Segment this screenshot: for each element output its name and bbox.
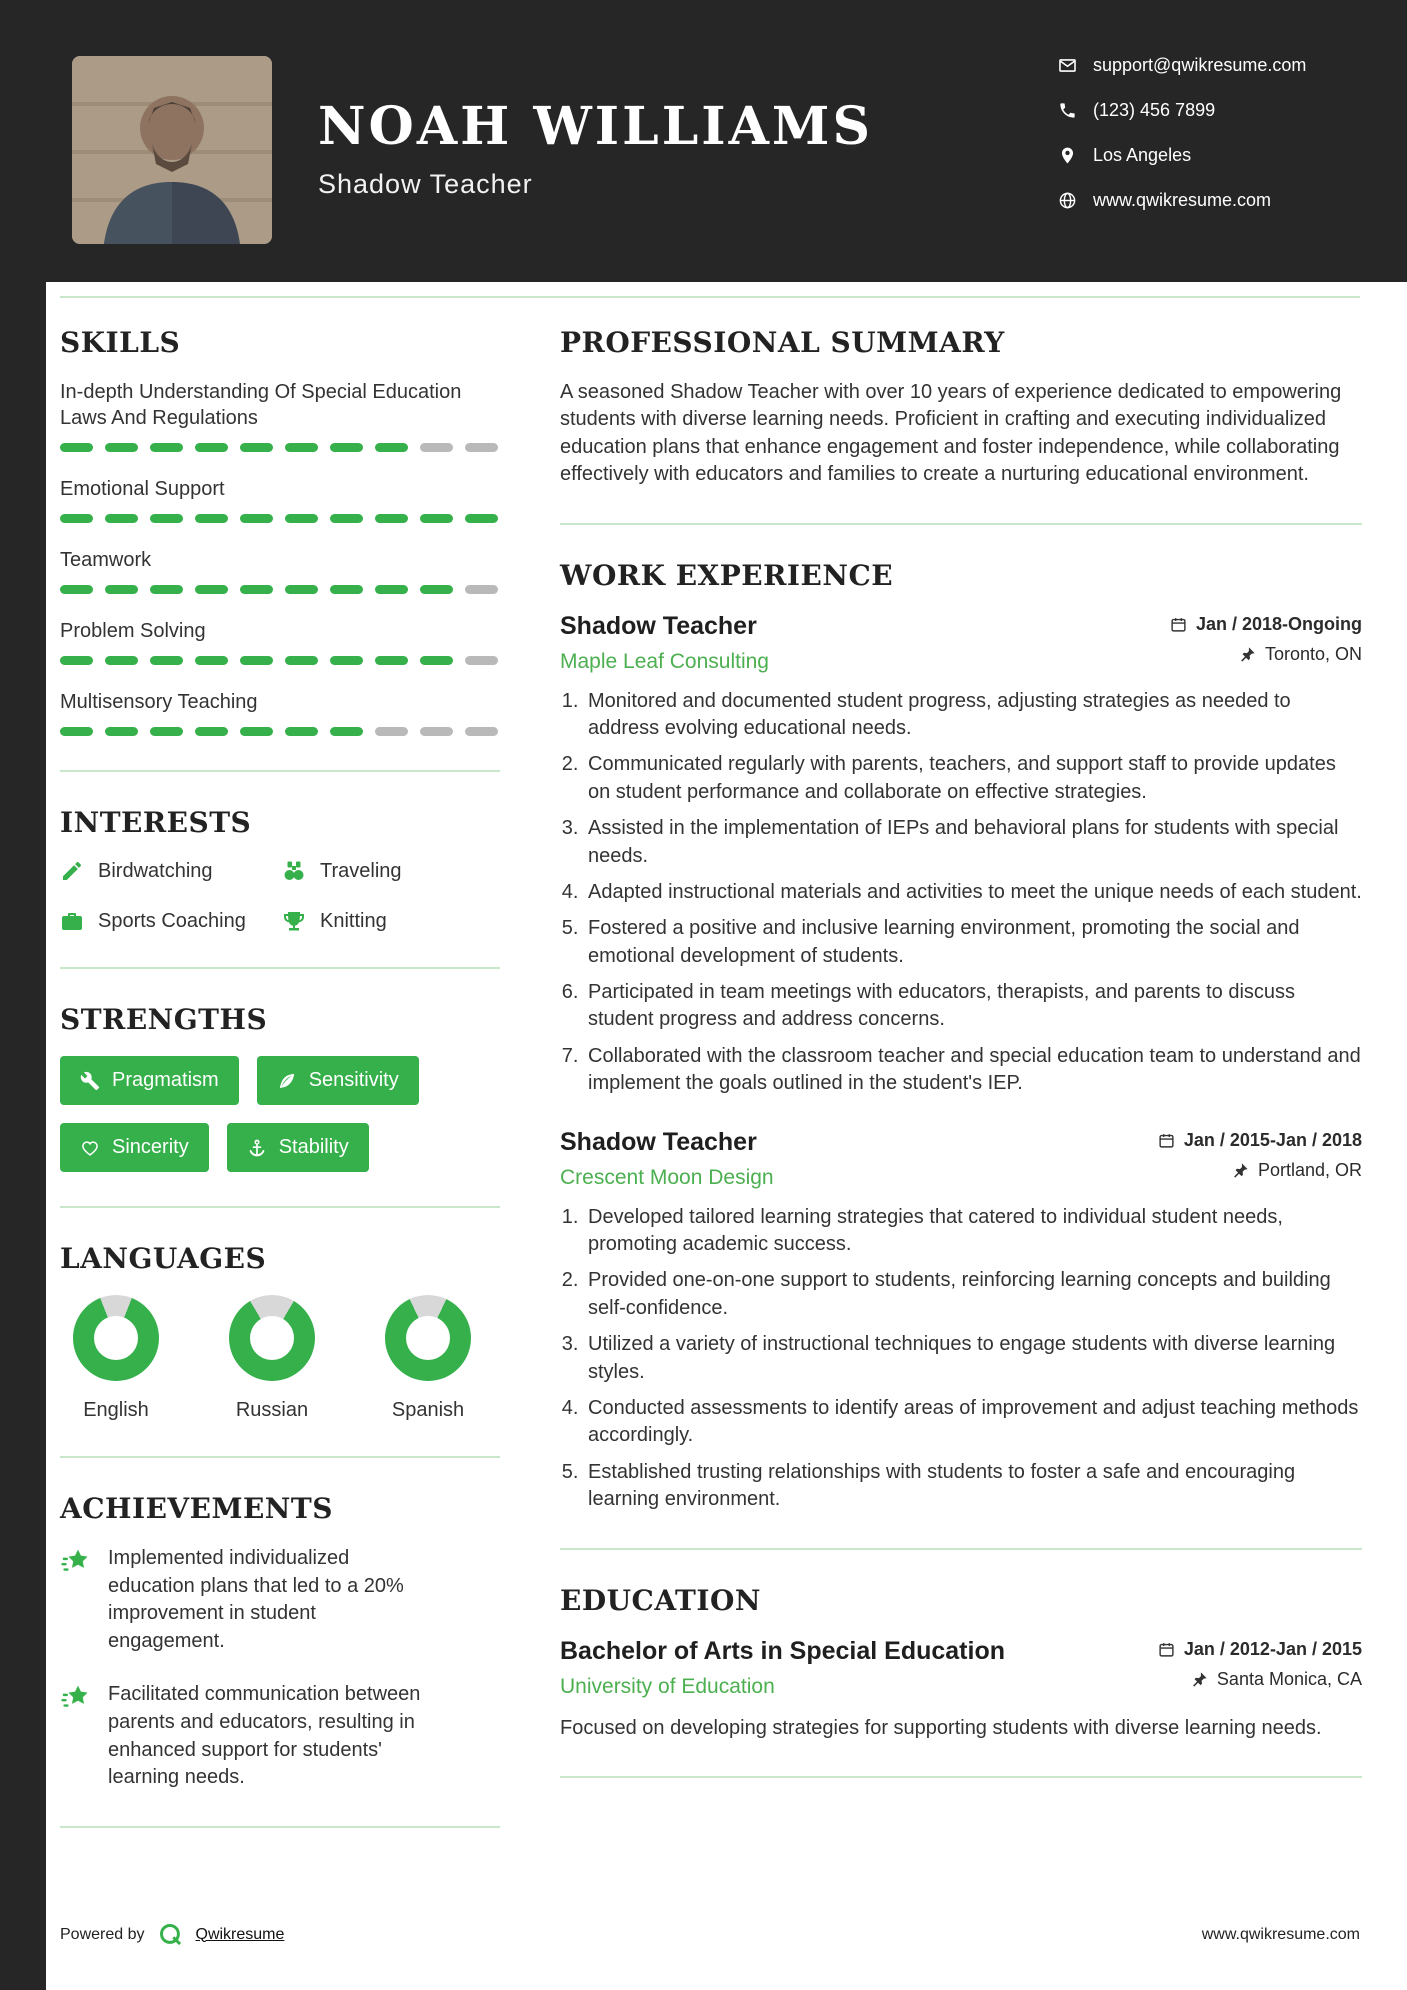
skill-label: Multisensory Teaching [60, 691, 258, 713]
job-location: Portland, OR [1257, 1159, 1362, 1180]
skill-dash [420, 514, 453, 523]
skill-dash [150, 727, 183, 736]
skill-dash [285, 585, 318, 594]
skill-dash [465, 585, 498, 594]
left-edge-band [0, 0, 46, 1990]
skill-dash [285, 727, 318, 736]
summary-section [560, 326, 1362, 489]
interest-label: Sports Coaching [98, 909, 246, 932]
job-bullet: 7. Collaborated with the classroom teacher and special education team to understand and implement the goals outlined in the student's IEP. [584, 1043, 1362, 1098]
strength-badge [257, 1056, 419, 1105]
education-meta [1158, 1637, 1362, 1699]
donut-hole [406, 1316, 450, 1360]
job-bullet: 5. Established trusting relationships with students to foster a safe and encouraging learning environment. [584, 1459, 1362, 1514]
job-header [560, 1128, 1362, 1190]
strengths-list [60, 1056, 500, 1172]
anchor-icon [247, 1138, 267, 1158]
experience-heading: WORK EXPERIENCE [560, 558, 894, 592]
skill-dash [330, 443, 363, 452]
contact-text: support@qwikresume.com [1093, 55, 1307, 75]
contact-website [1058, 190, 1306, 211]
donut-hole [250, 1316, 294, 1360]
interest-item [60, 859, 282, 883]
footer-website: www.qwikresume.com [1201, 1925, 1360, 1943]
skill-dash [240, 514, 273, 523]
skill-dash [60, 727, 93, 736]
skills-heading: SKILLS [60, 326, 181, 359]
award-star-icon [60, 1547, 92, 1579]
skill-dash [330, 514, 363, 523]
donut-hole [94, 1316, 138, 1360]
job-location-row [1170, 644, 1362, 665]
job-location: Toronto, ON [1264, 643, 1362, 664]
language-donut-chart [229, 1295, 315, 1381]
achievement-item [60, 1545, 500, 1655]
job-bullets [560, 688, 1362, 1098]
binoculars-icon [282, 859, 306, 883]
job-bullet: 6. Participated in team meetings with educators, therapists, and parents to discuss student progress and address concerns. [584, 979, 1362, 1034]
degree-title: Bachelor of Arts in Special Education [560, 1636, 1005, 1665]
skills-section [60, 326, 500, 736]
achievement-text: Implemented individualized education plans that led to a 20% improvement in student engagement. [108, 1547, 404, 1652]
skill-dash [420, 727, 453, 736]
skill-level-bar [60, 443, 500, 452]
strength-badge [60, 1123, 209, 1172]
skill-dash [195, 656, 228, 665]
education-section [560, 1584, 1362, 1742]
education-location-row [1158, 1669, 1362, 1690]
skill-label: Emotional Support [60, 478, 225, 500]
skill-dash [150, 656, 183, 665]
language-item [376, 1295, 480, 1422]
section-divider [60, 1456, 500, 1458]
language-label: Russian [235, 1399, 309, 1421]
job-title-block [560, 1128, 774, 1190]
header [0, 0, 1407, 282]
strength-label: Sincerity [112, 1136, 189, 1158]
skill-dash [375, 443, 408, 452]
job-header [560, 612, 1362, 674]
contact-text: Los Angeles [1093, 145, 1192, 165]
skill-label: Teamwork [60, 549, 152, 571]
skill-dash [465, 727, 498, 736]
job-title-block [560, 612, 769, 674]
section-divider [560, 1776, 1362, 1778]
job-dates-row [1158, 1130, 1362, 1151]
section-divider [60, 1206, 500, 1208]
skill-dash [285, 656, 318, 665]
skill-dash [420, 443, 453, 452]
languages-list [60, 1295, 500, 1422]
calendar-icon [1170, 616, 1187, 633]
strength-label: Sensitivity [308, 1069, 399, 1091]
skill-dash [285, 514, 318, 523]
skill-dash [105, 514, 138, 523]
skill-dash [330, 727, 363, 736]
skill-dash [465, 514, 498, 523]
skill-dash [195, 443, 228, 452]
calendar-icon [1158, 1641, 1175, 1658]
job-entry [560, 1128, 1362, 1514]
skill-level-bar [60, 727, 500, 736]
achievement-item [60, 1681, 500, 1791]
skill-dash [195, 727, 228, 736]
left-column [60, 326, 500, 1862]
section-divider [60, 770, 500, 772]
interest-item [282, 859, 500, 883]
education-location: Santa Monica, CA [1216, 1668, 1362, 1689]
trophy-icon [282, 909, 306, 933]
interest-label: Birdwatching [98, 859, 213, 882]
strength-badge [227, 1123, 369, 1172]
section-divider [560, 523, 1362, 525]
skill-dash [195, 514, 228, 523]
heart-icon [80, 1138, 100, 1158]
job-title: Shadow Teacher [560, 611, 757, 640]
job-bullet: 1. Monitored and documented student progress, adjusting strategies as needed to address evolving educational needs. [584, 688, 1362, 743]
skill-item [60, 379, 500, 452]
wrench-icon [80, 1071, 100, 1091]
strengths-heading: STRENGTHS [60, 1003, 268, 1036]
globe-icon [1058, 191, 1077, 210]
job-dates-row [1170, 614, 1362, 635]
experience-section [560, 559, 1362, 1514]
interest-item [282, 909, 500, 933]
job-bullets [560, 1204, 1362, 1514]
job-meta [1170, 612, 1362, 674]
strengths-section [60, 1003, 500, 1172]
skill-dash [60, 443, 93, 452]
strength-label: Stability [278, 1136, 349, 1158]
interests-heading: INTERESTS [60, 806, 252, 839]
interest-label: Traveling [320, 859, 402, 882]
location-pin-icon [1232, 1162, 1249, 1179]
education-heading: EDUCATION [560, 1583, 761, 1617]
skill-dash [240, 585, 273, 594]
contact-email [1058, 55, 1306, 76]
skill-dash [420, 656, 453, 665]
contact-list [1058, 55, 1306, 235]
skill-level-bar [60, 514, 500, 523]
profile-photo [72, 56, 272, 244]
skill-dash [330, 656, 363, 665]
pencil-icon [60, 859, 84, 883]
skill-label: In-depth Understanding Of Special Education Laws And Regulations [60, 381, 462, 429]
name: NOAH WILLIAMS [318, 96, 874, 157]
skill-dash [105, 443, 138, 452]
section-divider [560, 1548, 1362, 1550]
language-donut-chart [73, 1295, 159, 1381]
qwikresume-logo-icon [157, 1921, 184, 1948]
qwikresume-link[interactable]: Qwikresume [195, 1925, 285, 1943]
header-divider [60, 296, 1360, 298]
strength-badge [60, 1056, 239, 1105]
skill-dash [420, 585, 453, 594]
language-item [64, 1295, 168, 1422]
school-name: University of Education [560, 1674, 775, 1698]
footer-branding [60, 1921, 284, 1948]
calendar-icon [1158, 1132, 1175, 1149]
skill-dash [240, 727, 273, 736]
email-icon [1058, 56, 1077, 75]
skill-dash [150, 443, 183, 452]
strength-label: Pragmatism [112, 1069, 219, 1091]
skill-item [60, 618, 500, 665]
skill-dash [105, 585, 138, 594]
languages-heading: LANGUAGES [60, 1242, 267, 1275]
interest-item [60, 909, 282, 933]
skill-dash [285, 443, 318, 452]
right-column [560, 326, 1362, 1812]
skill-dash [375, 585, 408, 594]
skill-label: Problem Solving [60, 620, 206, 642]
job-meta [1158, 1128, 1362, 1190]
section-divider [60, 967, 500, 969]
location-pin-icon [1239, 646, 1256, 663]
skill-dash [60, 656, 93, 665]
identity-block [318, 96, 873, 200]
job-bullet: 3. Assisted in the implementation of IEPs and behavioral plans for students with special needs. [584, 815, 1362, 870]
location-icon [1058, 146, 1077, 165]
skill-item [60, 689, 500, 736]
skill-dash [465, 656, 498, 665]
education-description: Focused on developing strategies for supporting students with diverse learning needs. [560, 1716, 1322, 1739]
job-dates: Jan / 2015-Jan / 2018 [1183, 1129, 1362, 1150]
education-header [560, 1637, 1362, 1699]
job-title: Shadow Teacher [318, 169, 533, 199]
skill-dash [150, 514, 183, 523]
award-star-icon [60, 1683, 92, 1715]
skill-dash [105, 727, 138, 736]
company-name: Maple Leaf Consulting [560, 649, 769, 673]
job-bullet: 3. Utilized a variety of instructional techniques to engage students with diverse learning styles. [584, 1331, 1362, 1386]
job-bullet: 2. Provided one-on-one support to students, reinforcing learning concepts and building self-confidence. [584, 1267, 1362, 1322]
summary-text: A seasoned Shadow Teacher with over 10 years of experience dedicated to empowering students with diverse learning needs. Proficient in crafting and executing individualized education plans that enhance engagement and foster independence, while collaborating effectively with educators and families to create a nurturing educational environment. [560, 381, 1342, 486]
powered-by-label: Powered by [60, 1925, 145, 1943]
skill-dash [240, 656, 273, 665]
contact-text: (123) 456 7899 [1093, 100, 1216, 120]
skill-dash [240, 443, 273, 452]
interest-label: Knitting [320, 909, 387, 932]
job-entry [560, 612, 1362, 1098]
language-item [220, 1295, 324, 1422]
language-label: Spanish [391, 1399, 465, 1421]
skill-dash [330, 585, 363, 594]
skill-level-bar [60, 585, 500, 594]
contact-text: www.qwikresume.com [1093, 190, 1272, 210]
skill-dash [150, 585, 183, 594]
skill-dash [60, 514, 93, 523]
job-bullet: 5. Fostered a positive and inclusive learning environment, promoting the social and emotional development of students. [584, 915, 1362, 970]
section-divider [60, 1826, 500, 1828]
interests-grid [60, 859, 500, 933]
skill-dash [375, 514, 408, 523]
job-bullet: 2. Communicated regularly with parents, teachers, and support staff to provide updates on student performance and collaborate on effective strategies. [584, 751, 1362, 806]
achievement-text: Facilitated communication between parents and educators, resulting in enhanced support for students' learning needs. [108, 1683, 421, 1789]
achievements-section [60, 1492, 500, 1792]
language-donut-chart [385, 1295, 471, 1381]
skill-dash [465, 443, 498, 452]
skill-dash [105, 656, 138, 665]
job-dates: Jan / 2018-Ongoing [1195, 613, 1362, 634]
summary-heading: PROFESSIONAL SUMMARY [560, 326, 1005, 359]
job-location-row [1158, 1160, 1362, 1181]
job-title: Shadow Teacher [560, 1127, 757, 1156]
job-bullet: 1. Developed tailored learning strategies that catered to individual student needs, promoting academic success. [584, 1204, 1362, 1259]
contact-location [1058, 145, 1306, 166]
languages-section [60, 1242, 500, 1422]
skill-dash [195, 585, 228, 594]
skill-dash [60, 585, 93, 594]
language-label: English [83, 1399, 149, 1421]
education-dates-row [1158, 1639, 1362, 1660]
footer [60, 1921, 1360, 1948]
phone-icon [1058, 101, 1077, 120]
interests-section [60, 806, 500, 933]
leaf-icon [277, 1071, 297, 1091]
achievements-heading: ACHIEVEMENTS [60, 1492, 333, 1525]
skill-dash [375, 656, 408, 665]
skill-item [60, 547, 500, 594]
job-bullet: 4. Conducted assessments to identify areas of improvement and adjust teaching methods accordingly. [584, 1395, 1362, 1450]
skill-level-bar [60, 656, 500, 665]
skill-dash [375, 727, 408, 736]
job-bullet: 4. Adapted instructional materials and activities to meet the unique needs of each student. [584, 879, 1362, 906]
skill-item [60, 476, 500, 523]
education-dates: Jan / 2012-Jan / 2015 [1183, 1638, 1362, 1659]
education-title-block [560, 1637, 1005, 1699]
company-name: Crescent Moon Design [560, 1165, 774, 1189]
location-pin-icon [1191, 1671, 1208, 1688]
briefcase-icon [60, 909, 84, 933]
contact-phone [1058, 100, 1306, 121]
